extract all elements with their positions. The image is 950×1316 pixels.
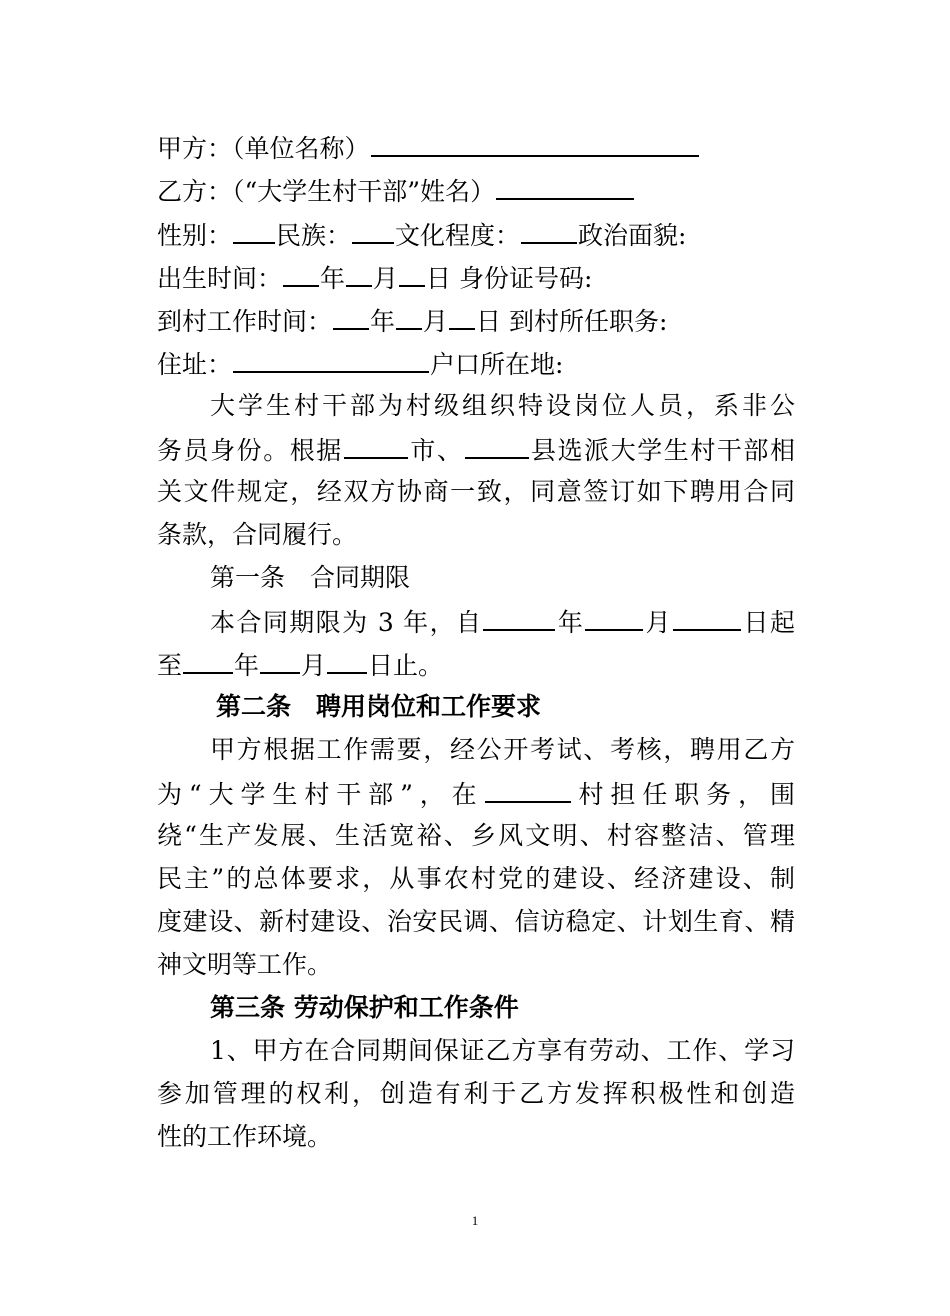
article-1-line [157, 646, 795, 682]
article-1-line [210, 603, 795, 639]
article-2-line [157, 775, 795, 811]
blank-field [344, 431, 408, 459]
page-number: 1 [471, 1213, 479, 1228]
info-line-1 [157, 216, 795, 252]
blank-field [260, 646, 300, 674]
article-3-line: 参加管理的权利，创造有利于乙方发挥积极性和创造 [157, 1079, 795, 1108]
party-a-line [157, 129, 795, 165]
blank-field [673, 603, 741, 631]
text: 日 到村所任职务: [476, 307, 668, 336]
text: 文化程度： [395, 221, 521, 250]
article-3-title: 第三条 劳动保护和工作条件 [210, 993, 519, 1022]
text: 年 [320, 264, 346, 293]
blank-field [371, 129, 699, 157]
blank-field [283, 259, 319, 287]
text: 市、 [408, 436, 464, 465]
blank-field [485, 775, 571, 803]
blank-field [465, 431, 529, 459]
intro-line [157, 431, 795, 467]
text: 县选派大学生村干部相 [529, 436, 795, 465]
article-3-line: 1、甲方在合同期间保证乙方享有劳动、工作、学习 [210, 1036, 795, 1065]
text: 性别： [157, 221, 233, 250]
text: 为“大学生村干部”，在 [157, 780, 484, 809]
info-line-2 [157, 259, 795, 295]
party-b-label: 乙方：（“大学生村干部”姓名） [157, 177, 496, 206]
text: 日止。 [368, 651, 444, 680]
article-2-line: 神文明等工作。 [157, 950, 333, 979]
text: 住址： [157, 350, 233, 379]
blank-field [327, 646, 367, 674]
article-2-line: 民主”的总体要求，从事农村党的建设、经济建设、制 [157, 864, 795, 893]
blank-field [585, 603, 643, 631]
blank-field [333, 302, 369, 330]
article-2-line: 绕“生产发展、生活宽裕、乡风文明、村容整洁、管理 [157, 821, 795, 850]
party-a-label: 甲方：（单位名称） [157, 134, 370, 163]
blank-field [521, 216, 577, 244]
text: 出生时间： [157, 264, 283, 293]
article-2-line: 度建设、新村建设、治安民调、信访稳定、计划生育、精 [157, 907, 795, 936]
text: 年 [234, 651, 260, 680]
blank-field [483, 603, 555, 631]
article-3-line: 性的工作环境。 [157, 1122, 333, 1151]
text: 村担任职务，围 [571, 780, 795, 809]
blank-field [346, 259, 372, 287]
text: 月 [644, 608, 673, 637]
party-b-line [157, 172, 795, 208]
text: 到村工作时间： [157, 307, 333, 336]
blank-field [183, 646, 233, 674]
blank-field [352, 216, 394, 244]
text: 年 [556, 608, 585, 637]
text: 民族： [276, 221, 352, 250]
blank-field [233, 216, 275, 244]
intro-line: 关文件规定，经双方协商一致，同意签订如下聘用合同 [157, 477, 795, 506]
intro-line: 大学生村干部为村级组织特设岗位人员，系非公 [210, 391, 795, 420]
text: 月 [373, 264, 399, 293]
text: 月 [301, 651, 327, 680]
info-line-4 [157, 345, 795, 381]
blank-field [399, 259, 425, 287]
intro-line: 条款，合同履行。 [157, 520, 358, 549]
text: 户口所在地: [430, 350, 564, 379]
blank-field [233, 345, 429, 373]
text: 本合同期限为 3 年，自 [210, 608, 483, 637]
text: 务员身份。根据 [157, 436, 343, 465]
text: 日 身份证号码: [426, 264, 593, 293]
text: 年 [370, 307, 396, 336]
text: 月 [423, 307, 449, 336]
info-line-3 [157, 302, 795, 338]
article-1-title: 第一条 合同期限 [210, 563, 411, 592]
article-2-line: 甲方根据工作需要，经公开考试、考核，聘用乙方 [210, 735, 795, 764]
blank-field [449, 302, 475, 330]
blank-field [496, 172, 634, 200]
text: 至 [157, 651, 183, 680]
text: 日起 [742, 608, 795, 637]
blank-field [396, 302, 422, 330]
article-2-title: 第二条 聘用岗位和工作要求 [216, 692, 542, 721]
text: 政治面貌: [578, 221, 687, 250]
